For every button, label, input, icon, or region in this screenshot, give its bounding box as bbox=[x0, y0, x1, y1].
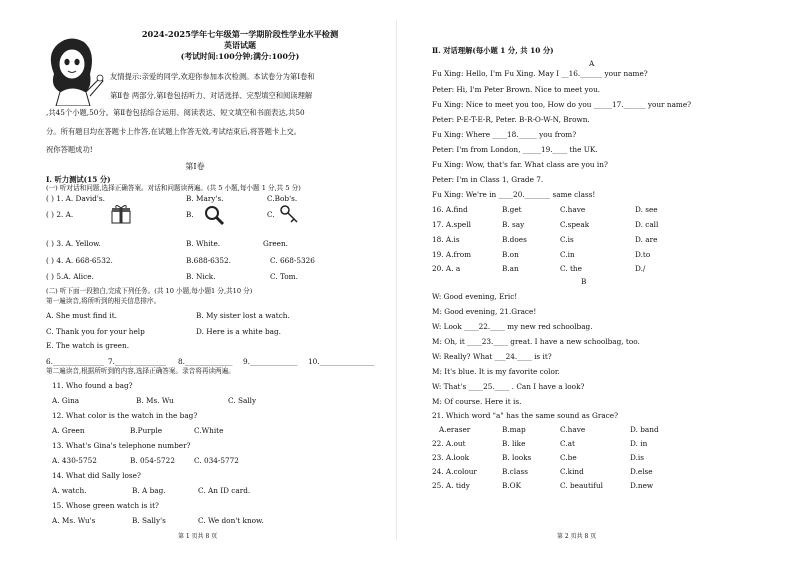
sort-option-d: D. Here is a white bag. bbox=[196, 327, 281, 336]
sort-option-e: E. The watch is green. bbox=[46, 341, 130, 350]
part-b-label: B bbox=[581, 277, 587, 286]
dialog-b-line-3: W: Look ____22.____ my new red schoolbag. bbox=[432, 322, 593, 331]
question-13: 13. What's Gina's telephone number? bbox=[52, 441, 191, 450]
q17-option-d: D. call bbox=[635, 220, 659, 229]
q18-option-b: B.does bbox=[502, 235, 527, 244]
q11-option-c: C. Sally bbox=[228, 396, 257, 405]
dialog-b-line-7: W: That's ____25.____ . Can I have a look? bbox=[432, 382, 585, 391]
q16-option-b: B.get bbox=[502, 205, 522, 214]
part-1-instruction: (一) 听对话和问题,选择正确答案。对话和问题读两遍。(共 5 小题,每小题 1 分,共 5 分) bbox=[46, 184, 301, 192]
q21-option-c: C.have bbox=[560, 425, 586, 434]
q19-option-b: B.on bbox=[502, 250, 519, 259]
blank-10: 10._______________ bbox=[308, 357, 375, 366]
section-2-title: Ⅱ. 对话理解(每小题 1 分, 共 10 分) bbox=[432, 46, 554, 55]
blank-8: 8._____________ bbox=[178, 357, 233, 366]
blank-7: 7.______________ bbox=[108, 357, 167, 366]
q2-option-b: B. bbox=[186, 210, 194, 219]
question-14: 14. What did Sally lose? bbox=[52, 471, 141, 480]
intro-line-2: 第Ⅱ卷 两部分,第Ⅰ卷包括听力、对话选择、完型填空和阅读理解 bbox=[110, 91, 313, 100]
q18-option-a: 18. A.is bbox=[432, 235, 460, 244]
exam-subtitle: 英语试题 bbox=[224, 40, 256, 50]
q12-option-b: B.Purple bbox=[130, 426, 163, 435]
dialog-a-line-6: Peter: I'm from London, _____19.____ the UK. bbox=[432, 145, 598, 154]
q23-option-d: D.is bbox=[630, 453, 644, 462]
key-picture bbox=[279, 204, 299, 224]
q16-option-c: C.have bbox=[560, 205, 586, 214]
question-15: 15. Whose green watch is it? bbox=[52, 501, 159, 510]
q16-option-d: D. see bbox=[635, 205, 658, 214]
intro-line-3: ,共45个小题,50分。第Ⅱ卷包括综合运用、阅读表达、短文填空和书面表达,共50 bbox=[46, 108, 305, 117]
intro-line-1: 友情提示:亲爱的同学,欢迎你参加本次检测。本试卷分为第Ⅰ卷和 bbox=[110, 72, 315, 81]
q2-option-c: C. bbox=[267, 210, 275, 219]
sort-option-b: B. My sister lost a watch. bbox=[196, 311, 290, 320]
q11-option-b: B. Ms. Wu bbox=[136, 396, 174, 405]
q3-option-c: Green. bbox=[263, 239, 288, 248]
q25-option-a: 25. A. tidy bbox=[432, 481, 470, 490]
dialog-a-line-7: Fu Xing: Wow, that's far. What class are you in? bbox=[432, 160, 608, 169]
q25-option-d: D.new bbox=[630, 481, 654, 490]
q1-option-b: B. Mary's. bbox=[186, 194, 224, 203]
dialog-a-line-2: Peter: Hi, I'm Peter Brown. Nice to meet you. bbox=[432, 85, 601, 94]
q22-option-d: D. in bbox=[630, 439, 648, 448]
q15-option-a: A. Ms. Wu's bbox=[52, 516, 96, 525]
page-2-footer: 第 2 页共 8 页 bbox=[557, 533, 597, 540]
q24-option-b: B.class bbox=[502, 467, 528, 476]
q14-option-a: A. watch. bbox=[52, 486, 87, 495]
dialog-b-line-1: W: Good evening, Eric! bbox=[432, 292, 518, 301]
q19-option-d: D.to bbox=[635, 250, 651, 259]
q16-option-a: 16. A.find bbox=[432, 205, 468, 214]
q2-option-a: ( ) 2. A. bbox=[46, 210, 74, 219]
sort-option-c: C. Thank you for your help bbox=[46, 327, 145, 336]
blank-9: 9._____________ bbox=[243, 357, 298, 366]
magnifier-picture bbox=[203, 204, 225, 226]
dialog-a-line-4: Peter: P-E-T-E-R, Peter. B-R-O-W-N, Brown. bbox=[432, 115, 590, 124]
gift-box-picture bbox=[110, 204, 132, 224]
q4-option-a: ( ) 4. A. 668-6532. bbox=[46, 256, 113, 265]
part-2-instruction-2: 第一遍读音,将所听到的相关信息排序。 bbox=[46, 297, 161, 305]
exam-page-2 bbox=[397, 0, 794, 561]
q25-option-b: B.OK bbox=[502, 481, 522, 490]
q17-option-a: 17. A.spell bbox=[432, 220, 471, 229]
question-11: 11. Who found a bag? bbox=[52, 381, 133, 390]
part-2-instruction: (二) 听下面一段独白,完成下列任务。(共 10 小题,每小题1 分,共10 分) bbox=[46, 287, 253, 295]
q13-option-c: C. 034-5772 bbox=[194, 456, 239, 465]
q5-option-b: B. Nick. bbox=[186, 272, 216, 281]
q14-option-c: C. An ID card. bbox=[198, 486, 251, 495]
blank-6: 6.______________ bbox=[46, 357, 105, 366]
q20-option-c: C. the bbox=[560, 264, 582, 273]
page-1-footer: 第 1 页共 8 页 bbox=[178, 533, 218, 540]
q15-option-c: C. We don't know. bbox=[198, 516, 264, 525]
q5-option-a: ( ) 5.A. Alice. bbox=[46, 272, 94, 281]
q12-option-c: C.White bbox=[194, 426, 224, 435]
q3-option-b: B. White. bbox=[186, 239, 221, 248]
q22-option-c: C.at bbox=[560, 439, 575, 448]
q14-option-b: B. A bag. bbox=[132, 486, 166, 495]
dialog-b-line-2: M: Good evening, 21.Grace! bbox=[432, 307, 537, 316]
cartoon-girl-illustration bbox=[40, 34, 105, 106]
sort-option-a: A. She must find it. bbox=[46, 311, 118, 320]
question-21: 21. Which word "a" has the same sound as Grace? bbox=[432, 411, 619, 420]
q3-option-a: ( ) 3. A. Yellow. bbox=[46, 239, 101, 248]
section-1-title: Ⅰ. 听力测试(15 分) bbox=[46, 175, 111, 184]
q13-option-a: A. 430-5752 bbox=[52, 456, 97, 465]
q21-option-a: A.eraser bbox=[439, 425, 471, 434]
q1-option-c: C.Bob's. bbox=[267, 194, 298, 203]
volume-heading: 第Ⅰ卷 bbox=[185, 162, 205, 171]
q19-option-a: 19. A.from bbox=[432, 250, 472, 259]
q24-option-d: D.else bbox=[630, 467, 653, 476]
exam-info: (考试时间:100分钟;满分:100分) bbox=[180, 52, 300, 61]
q20-option-a: 20. A. a bbox=[432, 264, 461, 273]
part-a-label: A bbox=[589, 59, 595, 68]
dialog-b-line-4: M: Oh, it ____23.____ great. I have a new schoolbag, too. bbox=[432, 337, 640, 346]
question-12: 12. What color is the watch in the bag? bbox=[52, 411, 198, 420]
dialog-a-line-1: Fu Xing: Hello, I'm Fu Xing. May I __16.______ your name? bbox=[432, 69, 648, 78]
q13-option-b: B. 054-5722 bbox=[130, 456, 175, 465]
q23-option-c: C.be bbox=[560, 453, 577, 462]
q24-option-c: C.kind bbox=[560, 467, 584, 476]
dialog-a-line-5: Fu Xing: Where ____18._____ you from? bbox=[432, 130, 577, 139]
q23-option-b: B. looks bbox=[502, 453, 532, 462]
q17-option-c: C.speak bbox=[560, 220, 590, 229]
q19-option-c: C.in bbox=[560, 250, 575, 259]
q22-option-b: B. like bbox=[502, 439, 526, 448]
q21-option-b: B.map bbox=[502, 425, 526, 434]
q20-option-b: B.an bbox=[502, 264, 519, 273]
dialog-a-line-8: Peter: I'm in Class 1, Grade 7. bbox=[432, 175, 544, 184]
q5-option-c: C. Tom. bbox=[270, 272, 298, 281]
dialog-a-line-9: Fu Xing: We're in ____20._______ same class! bbox=[432, 190, 596, 199]
q18-option-c: C.is bbox=[560, 235, 574, 244]
dialog-a-line-3: Fu Xing: Nice to meet you too, How do you _____17.______ your name? bbox=[432, 100, 692, 109]
q4-option-c: C. 668-5326 bbox=[270, 256, 315, 265]
q25-option-c: C. beautiful bbox=[560, 481, 604, 490]
dialog-b-line-8: M: Of course. Here it is. bbox=[432, 397, 522, 406]
q11-option-a: A. Gina bbox=[52, 396, 80, 405]
q12-option-a: A. Green bbox=[52, 426, 85, 435]
q18-option-d: D. are bbox=[635, 235, 658, 244]
q23-option-a: 23. A.look bbox=[432, 453, 470, 462]
q1-option-a: ( ) 1. A. David's. bbox=[46, 194, 105, 203]
part-2-instruction-3: 第二遍读音,根据所听到的内容,选择正确答案。录音将再读两遍。 bbox=[46, 367, 235, 375]
dialog-b-line-6: M: It's blue. It is my favorite color. bbox=[432, 367, 560, 376]
q17-option-b: B. say bbox=[502, 220, 525, 229]
q20-option-d: D./ bbox=[635, 264, 646, 273]
q22-option-a: 22. A.out bbox=[432, 439, 466, 448]
q24-option-a: 24. A.colour bbox=[432, 467, 477, 476]
exam-title: 2024-2025学年七年级第一学期阶段性学业水平检测 bbox=[141, 29, 339, 39]
dialog-b-line-5: W: Really? What ___24.____ is it? bbox=[432, 352, 552, 361]
intro-line-4: 分。所有题目均在答题卡上作答,在试题上作答无效,考试结束后,将答题卡上交。 bbox=[46, 127, 302, 136]
q21-option-d: D. band bbox=[630, 425, 659, 434]
q15-option-b: B. Sally's bbox=[132, 516, 166, 525]
q4-option-b: B.688-6352. bbox=[186, 256, 231, 265]
intro-line-5: 祝你答题成功! bbox=[46, 145, 93, 154]
